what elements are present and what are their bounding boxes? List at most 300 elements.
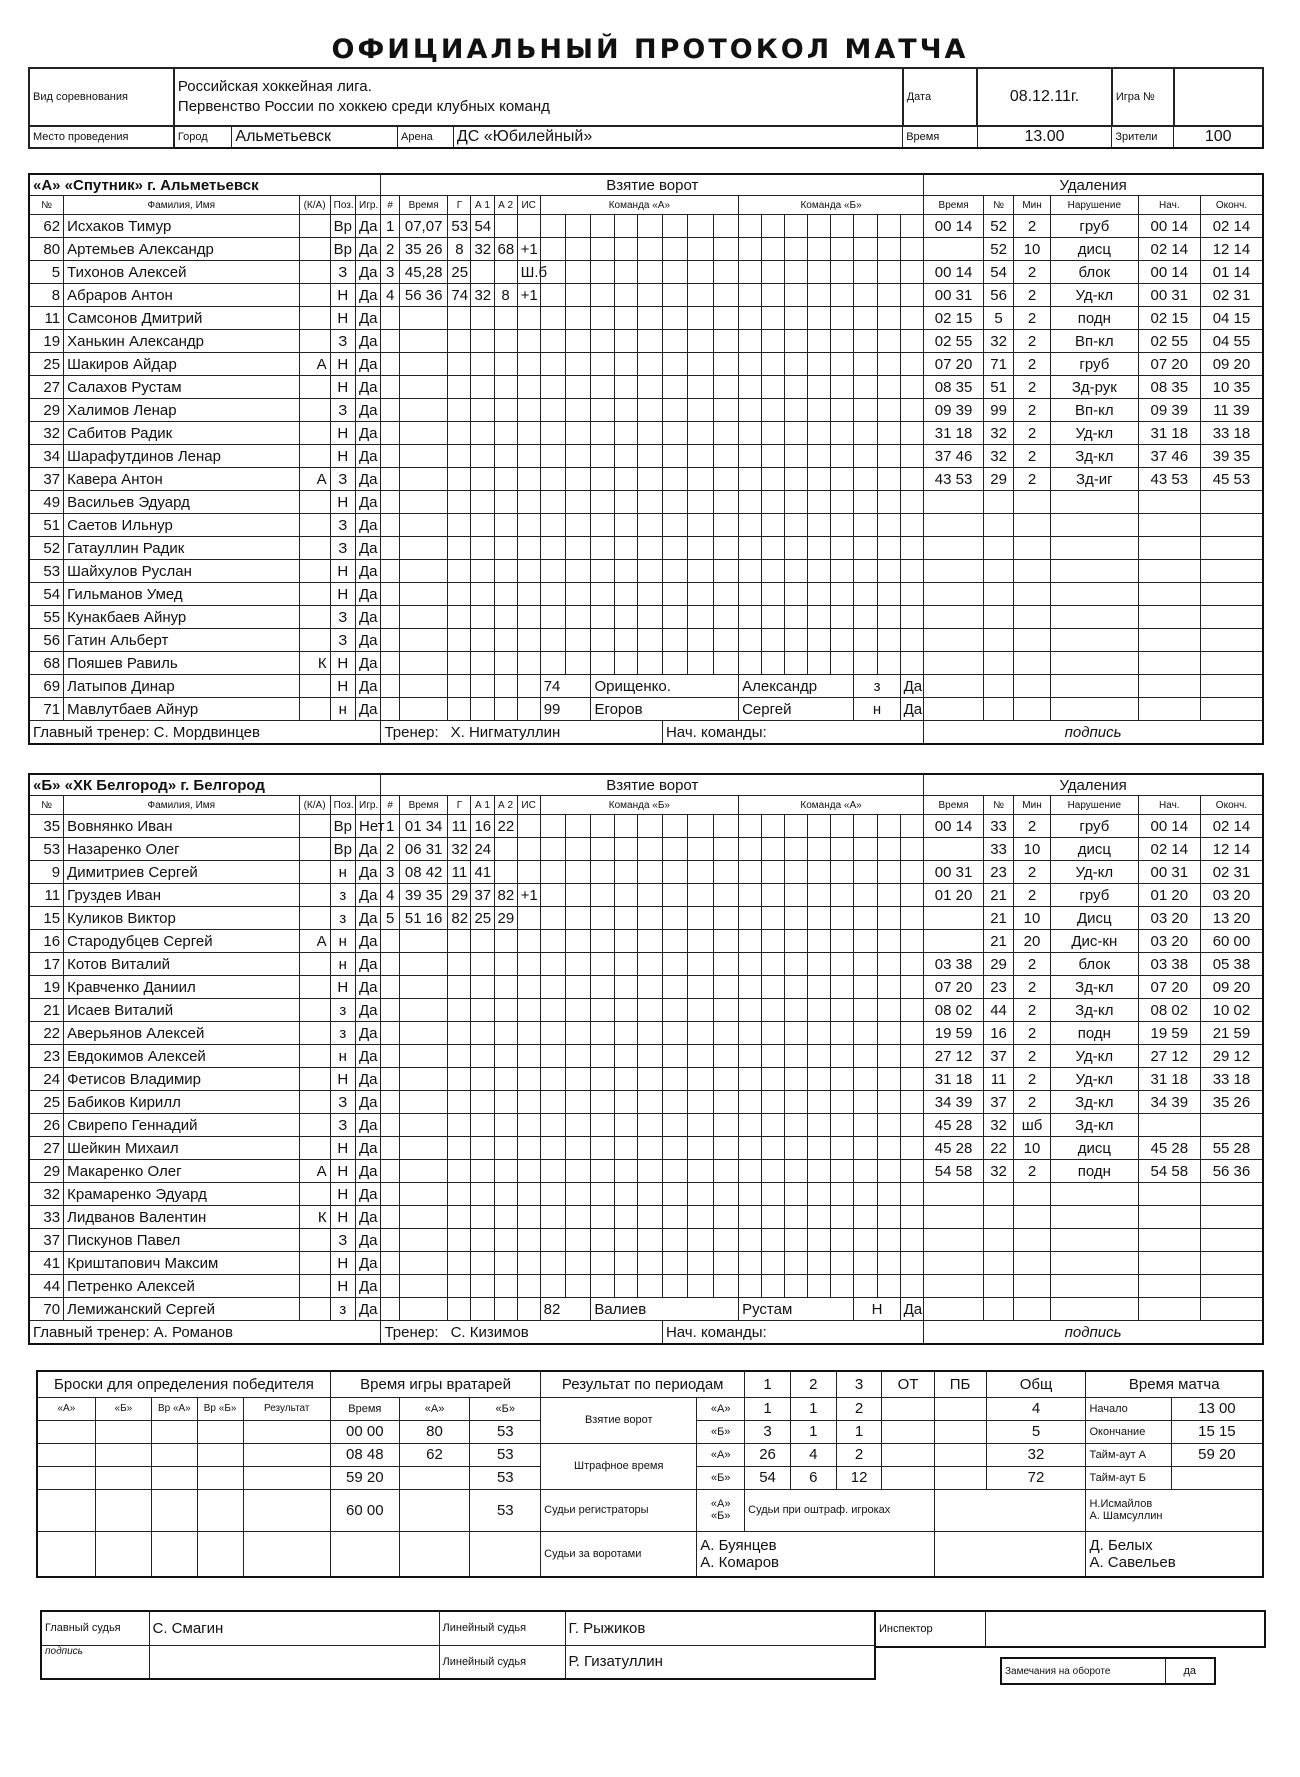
penalty-player: 99 — [984, 399, 1014, 422]
player-name: Самсонов Дмитрий — [64, 307, 299, 330]
grid-cell — [662, 284, 687, 307]
cell — [448, 606, 471, 629]
grid-cell — [900, 330, 923, 353]
grid-cell — [762, 976, 785, 999]
player-name: Димитриев Сергей — [64, 861, 299, 884]
cell — [494, 1160, 517, 1183]
grid-cell — [900, 907, 923, 930]
grid-cell — [831, 838, 854, 861]
extra-player-number: 82 — [540, 1298, 591, 1321]
cell — [448, 1137, 471, 1160]
cell — [1200, 652, 1263, 675]
grid-cell — [762, 815, 785, 838]
goal-a1-header: А 1 — [471, 796, 494, 815]
cell — [984, 1252, 1014, 1275]
grid-cell — [713, 1160, 738, 1183]
grid-cell — [762, 284, 785, 307]
cell — [1138, 606, 1200, 629]
grid-cell — [877, 376, 900, 399]
player-name: Мавлутбаев Айнур — [64, 698, 299, 721]
goals-a-p2: 1 — [790, 1397, 836, 1420]
grid-cell — [900, 1183, 923, 1206]
grid-cell — [566, 1160, 591, 1183]
grid-cell — [739, 583, 762, 606]
grid-cell — [877, 307, 900, 330]
grid-cell — [614, 537, 637, 560]
grid-cell — [540, 422, 565, 445]
penalty-player: 5 — [984, 307, 1014, 330]
goal-judge-4: А. Савельев — [1089, 1553, 1176, 1571]
penalty-end: 01 14 — [1200, 261, 1263, 284]
grid-cell — [540, 238, 565, 261]
player-role — [299, 1068, 330, 1091]
grid-cell — [762, 514, 785, 537]
grid-cell — [785, 284, 808, 307]
player-name: Кунакбаев Айнур — [64, 606, 299, 629]
grid-cell — [854, 468, 877, 491]
goal-a2-header: А 2 — [494, 796, 517, 815]
grid-cell — [540, 999, 565, 1022]
cell — [381, 1045, 399, 1068]
grid-cell — [831, 1275, 854, 1298]
grid-cell — [540, 1229, 565, 1252]
cell — [471, 652, 494, 675]
penalty-end: 12 14 — [1200, 238, 1263, 261]
grid-cell — [713, 1229, 738, 1252]
grid-cell — [566, 1091, 591, 1114]
goal-assist-2: 82 — [494, 884, 517, 907]
penalty-violation: Уд-кл — [1051, 284, 1139, 307]
cell — [448, 1160, 471, 1183]
cell — [381, 560, 399, 583]
penalty-time: 00 31 — [924, 284, 984, 307]
grid-cell — [877, 583, 900, 606]
player-name: Криштапович Максим — [64, 1252, 299, 1275]
cell — [1138, 514, 1200, 537]
penalty-start: 02 55 — [1138, 330, 1200, 353]
penalty-player: 21 — [984, 907, 1014, 930]
player-position: з — [330, 1298, 355, 1321]
grid-cell — [713, 261, 738, 284]
grid-cell — [831, 976, 854, 999]
goal-judges-2 — [1086, 1531, 1263, 1577]
gt-row1-a: 80 — [399, 1420, 470, 1443]
grid-cell — [614, 629, 637, 652]
grid-cell — [688, 560, 713, 583]
grid-cell — [662, 1114, 687, 1137]
player-played: Да — [356, 976, 381, 999]
cell — [399, 1068, 447, 1091]
grid-cell — [762, 238, 785, 261]
grid-cell — [739, 815, 762, 838]
gt-row4-a — [399, 1489, 470, 1531]
cell — [399, 307, 447, 330]
penalty-time: 00 31 — [924, 861, 984, 884]
grid-cell — [662, 376, 687, 399]
goal-assist-2: 29 — [494, 907, 517, 930]
cell — [1138, 1298, 1200, 1321]
cell — [381, 1137, 399, 1160]
penalty-player: 23 — [984, 976, 1014, 999]
player-played: Да — [356, 652, 381, 675]
pen-viol-header: Нарушение — [1050, 796, 1138, 815]
cell — [471, 537, 494, 560]
grid-cell — [808, 491, 831, 514]
grid-cell — [637, 353, 662, 376]
cell — [381, 1183, 399, 1206]
cell — [448, 353, 471, 376]
cell — [1200, 1183, 1263, 1206]
player-role — [299, 330, 330, 353]
grid-cell — [739, 1068, 762, 1091]
penalty-start: 27 12 — [1138, 1045, 1200, 1068]
pen-a-p3: 2 — [836, 1443, 882, 1466]
player-name: Шейкин Михаил — [64, 1137, 299, 1160]
grid-cell — [688, 330, 713, 353]
penalty-minutes: 2 — [1014, 422, 1051, 445]
cell — [924, 606, 984, 629]
player-position: З — [330, 537, 355, 560]
reg-ab — [697, 1489, 745, 1531]
cell — [471, 1183, 494, 1206]
grid-cell — [739, 560, 762, 583]
grid-cell — [762, 560, 785, 583]
goal-number: 5 — [381, 907, 399, 930]
grid-cell — [591, 999, 614, 1022]
grid-cell — [566, 884, 591, 907]
grid-cell — [713, 652, 738, 675]
grid-cell — [900, 1229, 923, 1252]
grid-cell — [591, 1206, 614, 1229]
penalty-end: 56 36 — [1200, 1160, 1263, 1183]
player-number: 32 — [29, 422, 64, 445]
penalty-judges-label: Судьи при оштраф. игроках — [745, 1489, 934, 1531]
grid-cell — [785, 1022, 808, 1045]
goal-situation: +1 — [517, 284, 540, 307]
goal-situation — [517, 861, 540, 884]
cell — [399, 468, 447, 491]
game-value — [1174, 68, 1263, 126]
penalty-player: 44 — [984, 999, 1014, 1022]
cell — [984, 583, 1014, 606]
player-name: Евдокимов Алексей — [64, 1045, 299, 1068]
grid-cell — [662, 261, 687, 284]
cell — [1051, 675, 1139, 698]
player-played: Да — [356, 1091, 381, 1114]
cell — [1200, 1275, 1263, 1298]
grid-cell — [662, 422, 687, 445]
grid-cell — [877, 445, 900, 468]
player-number: 21 — [29, 999, 64, 1022]
player-number: 55 — [29, 606, 64, 629]
grid-cell — [831, 953, 854, 976]
grid-cell — [762, 1275, 785, 1298]
cell — [1200, 583, 1263, 606]
grid-cell — [900, 1068, 923, 1091]
player-position: З — [330, 468, 355, 491]
penalty-end: 33 18 — [1200, 1068, 1263, 1091]
penalty-violation: дисц — [1050, 838, 1138, 861]
penalty-violation: груб — [1050, 815, 1138, 838]
player-played: Нет — [356, 815, 381, 838]
grid-cell — [785, 1229, 808, 1252]
cell — [381, 307, 399, 330]
grid-cell — [785, 652, 808, 675]
goals-b-total: 5 — [986, 1420, 1086, 1443]
grid-cell — [785, 307, 808, 330]
grid-cell — [854, 560, 877, 583]
cell — [471, 422, 494, 445]
grid-cell — [854, 907, 877, 930]
grid-cell — [637, 976, 662, 999]
penalty-start: 43 53 — [1138, 468, 1200, 491]
player-position: Н — [330, 353, 355, 376]
grid-cell — [877, 1275, 900, 1298]
penalty-start: 37 46 — [1138, 445, 1200, 468]
grid-cell — [854, 445, 877, 468]
cell — [984, 1206, 1014, 1229]
grid-cell — [854, 307, 877, 330]
grid-cell — [614, 1206, 637, 1229]
grid-cell — [566, 583, 591, 606]
period-3-header: 3 — [836, 1371, 882, 1397]
grid-cell — [662, 861, 687, 884]
grid-cell — [808, 1206, 831, 1229]
grid-cell — [614, 445, 637, 468]
goals-b-p3: 1 — [836, 1420, 882, 1443]
cell — [517, 1229, 540, 1252]
goal-situation: +1 — [517, 238, 540, 261]
grid-cell — [662, 815, 687, 838]
cell — [471, 1068, 494, 1091]
grid-cell — [637, 1091, 662, 1114]
grid-cell — [566, 953, 591, 976]
grid-cell — [614, 838, 637, 861]
grid-cell — [808, 514, 831, 537]
grid-cell — [785, 1091, 808, 1114]
grid-cell — [877, 399, 900, 422]
grid-cell — [591, 861, 614, 884]
arena-value: ДС «Юбилейный» — [453, 126, 902, 148]
player-number: 29 — [29, 1160, 64, 1183]
goal-number: 4 — [381, 884, 399, 907]
goal-time: 51 16 — [399, 907, 447, 930]
penalty-end: 29 12 — [1200, 1045, 1263, 1068]
penalty-time: 07 20 — [924, 976, 984, 999]
cell — [1200, 1252, 1263, 1275]
penalties-section-header: Удаления — [924, 174, 1263, 196]
grid-cell — [713, 330, 738, 353]
grid-cell — [540, 491, 565, 514]
grid-cell — [739, 284, 762, 307]
cell — [517, 514, 540, 537]
cell — [448, 675, 471, 698]
grid-cell — [739, 261, 762, 284]
grid-cell — [713, 468, 738, 491]
grid-cell — [854, 930, 877, 953]
cell — [1138, 1252, 1200, 1275]
shootout-title: Броски для определения победителя — [37, 1371, 330, 1397]
grid-cell — [877, 652, 900, 675]
grid-cell — [637, 838, 662, 861]
grid-cell — [688, 1275, 713, 1298]
cell — [448, 1252, 471, 1275]
grid-cell — [831, 1045, 854, 1068]
pos-header: Поз. — [330, 196, 355, 215]
penalty-minutes: 2 — [1014, 307, 1051, 330]
grid-cell — [900, 953, 923, 976]
grid-cell — [762, 445, 785, 468]
grid-cell — [854, 399, 877, 422]
grid-cell — [808, 907, 831, 930]
grid-cell — [713, 238, 738, 261]
cell — [399, 1252, 447, 1275]
gt-b-header: «Б» — [470, 1397, 541, 1420]
cell — [399, 1045, 447, 1068]
cell — [1138, 652, 1200, 675]
grid-cell — [614, 215, 637, 238]
grid-cell — [540, 907, 565, 930]
grid-cell — [739, 1114, 762, 1137]
pen-label: Штрафное время — [541, 1443, 697, 1489]
goal-assist-2: 68 — [494, 238, 517, 261]
cell — [924, 1229, 984, 1252]
head-coach — [29, 721, 381, 745]
grid-cell — [688, 514, 713, 537]
grid-cell — [566, 284, 591, 307]
reg-judges-label: Судьи регистраторы — [541, 1489, 697, 1531]
grid-cell — [877, 907, 900, 930]
cell — [1050, 1229, 1138, 1252]
player-number: 19 — [29, 976, 64, 999]
grid-cell — [831, 307, 854, 330]
grid-cell — [688, 976, 713, 999]
cell — [517, 999, 540, 1022]
grid-cell — [900, 353, 923, 376]
grid-cell — [614, 1045, 637, 1068]
cell — [1200, 675, 1263, 698]
player-position: н — [330, 953, 355, 976]
cell — [471, 1229, 494, 1252]
player-position: Вр — [330, 838, 355, 861]
grid-cell — [540, 861, 565, 884]
grid-cell — [566, 491, 591, 514]
penalty-start: 01 20 — [1138, 884, 1200, 907]
player-role — [299, 560, 330, 583]
goal-assist-1: 32 — [471, 284, 494, 307]
penalty-time: 02 55 — [924, 330, 984, 353]
grid-cell — [637, 491, 662, 514]
date-label: Дата — [903, 68, 978, 126]
grid-cell — [662, 468, 687, 491]
player-role — [299, 606, 330, 629]
grid-cell — [831, 330, 854, 353]
grid-cell — [637, 1114, 662, 1137]
goal-number: 3 — [381, 861, 399, 884]
cell — [1014, 698, 1051, 721]
cell — [448, 583, 471, 606]
penalty-time — [924, 907, 984, 930]
player-number: 69 — [29, 675, 64, 698]
cell — [494, 1275, 517, 1298]
cell — [494, 652, 517, 675]
cell — [494, 514, 517, 537]
cell — [1014, 560, 1051, 583]
cell — [494, 353, 517, 376]
cell — [381, 675, 399, 698]
grid-cell — [591, 537, 614, 560]
cell — [984, 606, 1014, 629]
grid-cell — [831, 815, 854, 838]
pen-end-header: Оконч. — [1200, 196, 1263, 215]
extra-player-played: Да — [900, 1298, 923, 1321]
grid-cell — [762, 1252, 785, 1275]
grid-cell — [540, 1137, 565, 1160]
grid-cell — [662, 606, 687, 629]
penalty-start: 02 14 — [1138, 238, 1200, 261]
grid-cell — [614, 884, 637, 907]
cell — [1200, 537, 1263, 560]
cell — [1014, 629, 1051, 652]
grid-cell — [713, 491, 738, 514]
grid-cell — [808, 422, 831, 445]
reg-a-label: «А» — [710, 1498, 731, 1510]
grid-cell — [877, 422, 900, 445]
grid-cell — [808, 330, 831, 353]
cell — [448, 1206, 471, 1229]
grid-cell — [688, 907, 713, 930]
grid-cell — [540, 1183, 565, 1206]
grid-cell — [808, 261, 831, 284]
goals-a-total: 4 — [986, 1397, 1086, 1420]
cell — [517, 606, 540, 629]
player-played: Да — [356, 1275, 381, 1298]
cell — [381, 514, 399, 537]
grid-cell — [591, 261, 614, 284]
shootout-a-header: «А» — [37, 1397, 95, 1420]
cell — [381, 698, 399, 721]
grid-cell — [713, 1252, 738, 1275]
cell — [381, 976, 399, 999]
player-role — [299, 491, 330, 514]
goal-a2-header: А 2 — [494, 196, 517, 215]
player-name: Абраров Антон — [64, 284, 299, 307]
grid-cell — [662, 838, 687, 861]
grid-cell — [785, 1252, 808, 1275]
penalty-start: 00 31 — [1138, 284, 1200, 307]
grid-cell — [713, 953, 738, 976]
period-ot-header: ОТ — [882, 1371, 934, 1397]
grid-cell — [614, 376, 637, 399]
grid-cell — [591, 491, 614, 514]
cell — [1200, 1298, 1263, 1321]
grid-cell — [831, 376, 854, 399]
player-played: Да — [356, 1022, 381, 1045]
extra-player-name: Орищенко. — [591, 675, 739, 698]
penalty-player: 71 — [984, 353, 1014, 376]
date-value: 08.12.11г. — [977, 68, 1112, 126]
player-name: Исхаков Тимур — [64, 215, 299, 238]
grid-cell — [662, 491, 687, 514]
remarks-table — [1000, 1657, 1216, 1685]
cell — [1138, 583, 1200, 606]
grid-cell — [900, 1091, 923, 1114]
goal-time: 01 34 — [399, 815, 447, 838]
grid-cell — [566, 1275, 591, 1298]
cell — [984, 652, 1014, 675]
grid-cell — [808, 1275, 831, 1298]
goal-number: 2 — [381, 838, 399, 861]
